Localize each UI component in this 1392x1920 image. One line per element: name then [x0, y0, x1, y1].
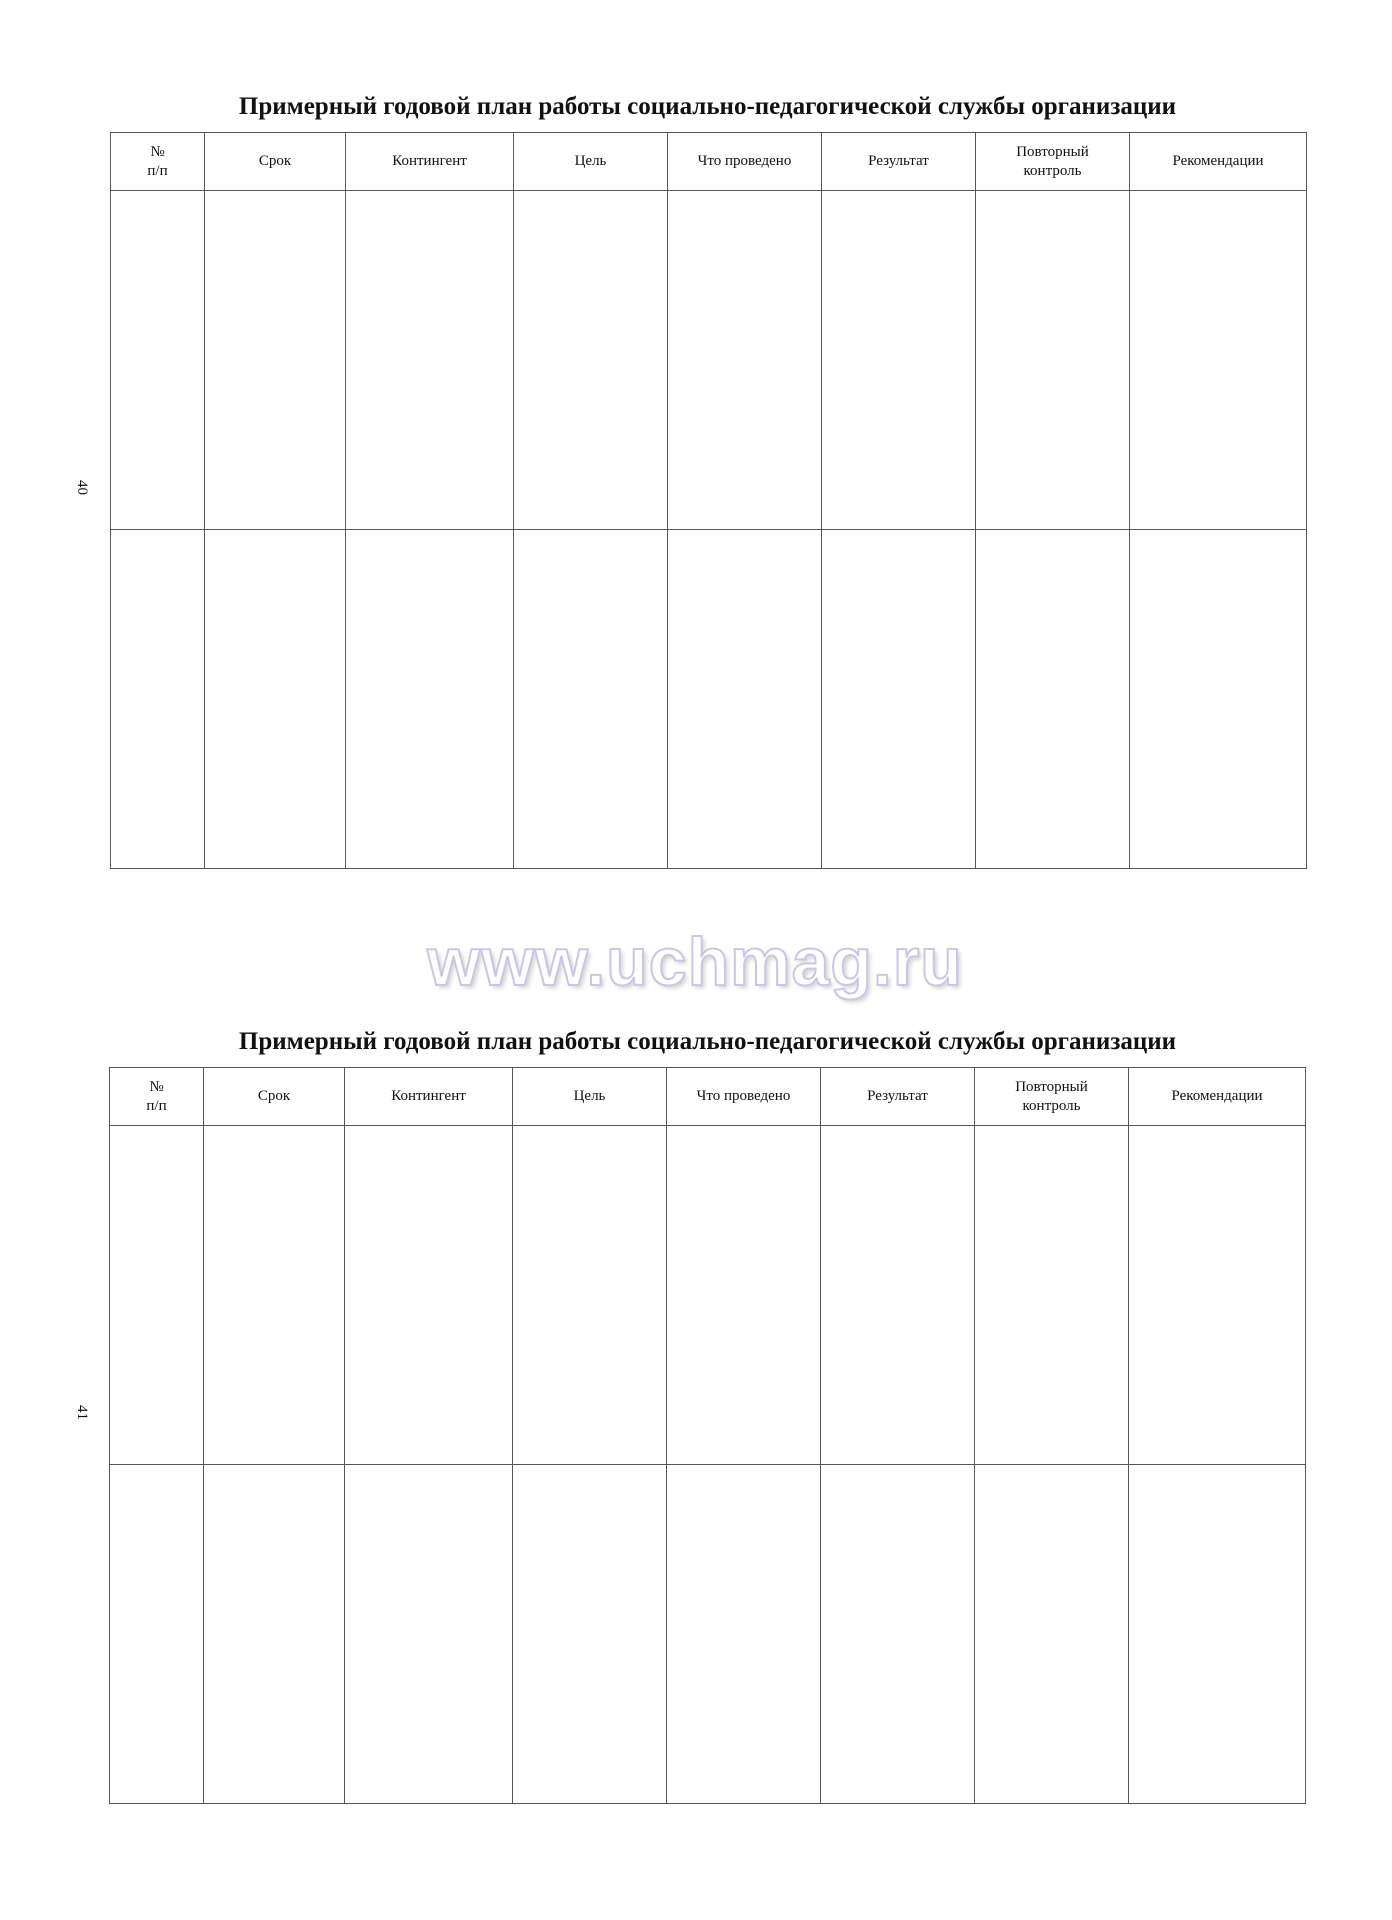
table-header-row: [110, 1068, 1306, 1126]
column-header-contingent: Контингент: [345, 1068, 513, 1126]
plan-title: Примерный годовой план работы социально-педагогической службы организации: [238, 1028, 1177, 1055]
table-cell[interactable]: [821, 1126, 975, 1465]
table-cell[interactable]: [205, 530, 346, 869]
column-header-done: Что проведено: [667, 1068, 821, 1126]
table-cell[interactable]: [204, 1465, 345, 1804]
table-cell[interactable]: [111, 191, 205, 530]
table-cell[interactable]: [821, 1465, 975, 1804]
column-header-contingent: Контингент: [346, 133, 514, 191]
table-cell[interactable]: [667, 1126, 821, 1465]
table-cell[interactable]: [822, 191, 976, 530]
table-cell[interactable]: [976, 191, 1130, 530]
table-cell[interactable]: [513, 1465, 667, 1804]
table-cell[interactable]: [110, 1126, 204, 1465]
table-cell[interactable]: [345, 1126, 513, 1465]
table-cell[interactable]: [975, 1465, 1129, 1804]
table-cell[interactable]: [346, 191, 514, 530]
table-cell[interactable]: [1130, 530, 1307, 869]
table-cell[interactable]: [513, 1126, 667, 1465]
table-row: [110, 1126, 1306, 1465]
column-header-recheck: Повторный контроль: [975, 1068, 1129, 1126]
column-header-recommendations: Рекомендации: [1129, 1068, 1306, 1126]
table-header-row: [111, 133, 1307, 191]
table-cell[interactable]: [668, 530, 822, 869]
column-header-number: № п/п: [110, 1068, 204, 1126]
table-cell[interactable]: [1129, 1465, 1306, 1804]
plan-table: [110, 132, 1307, 869]
table-cell[interactable]: [1129, 1126, 1306, 1465]
column-header-goal: Цель: [513, 1068, 667, 1126]
table-cell[interactable]: [976, 530, 1130, 869]
table-row: [111, 191, 1307, 530]
plan-title: Примерный годовой план работы социально-педагогической службы организации: [238, 93, 1177, 120]
page-number: 41: [74, 1405, 90, 1420]
table-cell[interactable]: [514, 191, 668, 530]
table-cell[interactable]: [822, 530, 976, 869]
column-header-recommendations: Рекомендации: [1130, 133, 1307, 191]
table-cell[interactable]: [975, 1126, 1129, 1465]
table-row: [110, 1465, 1306, 1804]
table-cell[interactable]: [667, 1465, 821, 1804]
table-cell[interactable]: [111, 530, 205, 869]
table-cell[interactable]: [668, 191, 822, 530]
page-number: 40: [74, 480, 90, 495]
column-header-goal: Цель: [514, 133, 668, 191]
table-cell[interactable]: [346, 530, 514, 869]
watermark: www.uchmag.ru: [427, 924, 963, 1000]
column-header-result: Результат: [821, 1068, 975, 1126]
table-row: [111, 530, 1307, 869]
column-header-done: Что проведено: [668, 133, 822, 191]
column-header-recheck: Повторный контроль: [976, 133, 1130, 191]
column-header-number: № п/п: [111, 133, 205, 191]
table-cell[interactable]: [1130, 191, 1307, 530]
column-header-deadline: Срок: [204, 1068, 345, 1126]
plan-table: [109, 1067, 1306, 1804]
table-cell[interactable]: [345, 1465, 513, 1804]
table-cell[interactable]: [110, 1465, 204, 1804]
column-header-result: Результат: [822, 133, 976, 191]
table-cell[interactable]: [205, 191, 346, 530]
table-cell[interactable]: [204, 1126, 345, 1465]
table-cell[interactable]: [514, 530, 668, 869]
column-header-deadline: Срок: [205, 133, 346, 191]
